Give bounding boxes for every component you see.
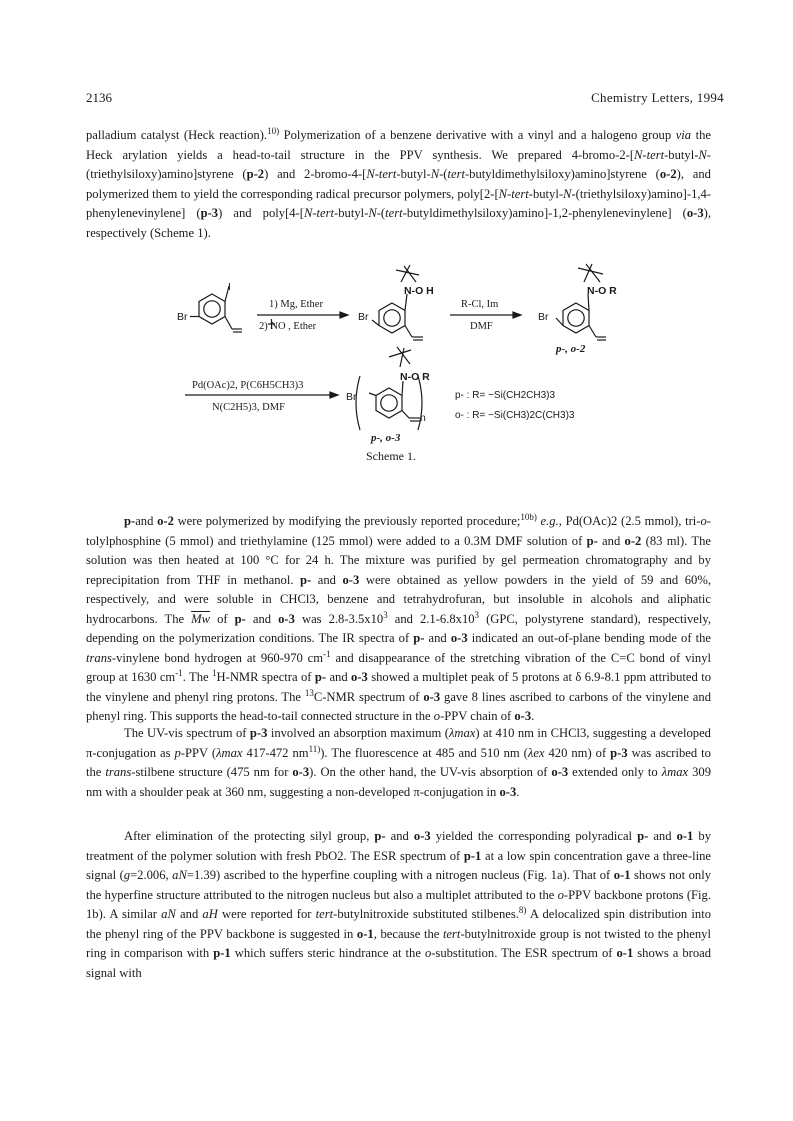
repeat-n-label: n xyxy=(420,412,426,424)
n-or-label-polymer: N-O R xyxy=(400,371,430,383)
iodo-bromostyrene-structure xyxy=(190,286,242,332)
paragraph-2: p-and o-2 were polymerized by modifying the previously reported procedure;$^{10b)}$ e.g., Pd(OAc)2 (2.5 mmol), tri-o-tolylphosphine (5 mmol) and triethylamine (125 mmol) were added to a 0.3M DMF solution of p- and o-2 (83 ml). The solution was then heated at 100 °C for 24 h. The mixture was purified by gel permeation chromatography and by reprecipitation from THF in methanol. p- and o-3 were obtained as yellow powders in the yield of 59 and 60%, respectively, and were soluble in CHCl3, benzene and tetrahydrofuran, but insoluble in alcohols and aliphatic hydrocarbons. The $\overline{Mw}$ of p- and o-3 was $2.8-3.5x10^3$ and $2.1-6.8x10^3$ (GPC, polystyrene standard), respectively, depending on the polymerization conditions. The IR spectra of p- and o-3 indicated an out-of-plane bending mode of the trans-vinylene bond hydrogen at 960-970 $cm^{-1}$ and disappearance of the stretching vibration of the C=C bond of vinyl group at 1630 $cm^{-1}$. The $^1$H-NMR spectra of p- and o-3 showed a multiplet peak of 5 protons at δ 6.9-8.1 ppm attributed to the vinylene and phenyl ring protons. The $^{13}$C-NMR spectrum of o-3 gave 8 lines ascribed to carbons of the vinylene and phenyl ring. This supports the head-to-tail connected structure in the o-PPV chain of o-3. xyxy=(86,511,712,723)
bromo-label-1: Br xyxy=(177,311,188,323)
scheme-labels xyxy=(177,281,617,463)
hydroxylamine-styrene-structure xyxy=(372,265,423,340)
polymer-repeat-unit-structure xyxy=(356,347,422,430)
r-group-ortho: o- : R= −Si(CH3)2C(CH3)3 xyxy=(455,410,575,421)
reference-marker: 10b) xyxy=(520,511,537,522)
step3-reagent-top: Pd(OAc)2, P(C6H5CH3)3 xyxy=(192,380,304,391)
bromo-label-3: Br xyxy=(538,311,549,323)
step3-reagent-bottom: N(C2H5)3, DMF xyxy=(212,402,285,413)
paragraph-1: palladium catalyst (Heck reaction).$^{10)}$ Polymerization of a benzene derivative with a vinyl and a halogeno group via the Heck arylation yields a head-to-tail structure in the PPV synthesis. We prepared 4-bromo-2-[N-tert-butyl-N-(triethylsiloxy)amino]styrene (p-2) and 2-bromo-4-[N-tert-butyl-N-(tert-butyldimethylsiloxy)amino]styrene (o-2), and polymerized them to yield the corresponding radical precursor polymers, poly[2-[N-tert-butyl-N-(triethylsiloxy)amino]-1,4-phenylenevinylene] (p-3) and poly[4-[N-tert-butyl-N-(tert-butyldimethylsiloxy)amino]-1,2-phenylenevinylene] (o-3), respectively (Scheme 1). xyxy=(86,125,712,240)
r-group-para: p- : R= −Si(CH2CH3)3 xyxy=(455,390,556,401)
reference-marker: 10) xyxy=(267,125,280,136)
compound-label-3: p-, o-3 xyxy=(371,432,401,444)
silyloxyamine-styrene-structure xyxy=(556,264,606,340)
step1-reagent-top: 1) Mg, Ether xyxy=(269,299,323,310)
n-or-label: N-O R xyxy=(587,285,617,297)
bromo-label-2: Br xyxy=(358,311,369,323)
step1-reagent-bottom: 2) NO , Ether xyxy=(259,321,317,332)
bromo-label-4: Br xyxy=(346,391,357,403)
compound-label-2: p-, o-2 xyxy=(556,343,586,355)
journal-name: Chemistry Letters, 1994 xyxy=(591,90,724,105)
reference-marker: 11) xyxy=(308,743,321,754)
step2-reagent-top: R-Cl, Im xyxy=(461,299,499,310)
paragraph-3: The UV-vis spectrum of p-3 involved an absorption maximum (λmax) at 410 nm in CHCl3, suggesting a developed π-conjugation as p-PPV (λmax 417-472 $nm^{11)}$). The fluorescence at 485 and 510 nm (λex 420 nm) of p-3 was ascribed to the trans-stilbene structure (475 nm for o-3). On the other hand, the UV-vis absorption of o-3 extended only to λmax 309 nm with a shoulder peak at 360 nm, suggesting a non-developed π-conjugation in o-3. xyxy=(86,726,711,799)
step2-reagent-bottom: DMF xyxy=(470,321,493,332)
iodo-label: I xyxy=(228,281,231,293)
reference-marker: 8) xyxy=(518,904,527,915)
paragraph-4: After elimination of the protecting silyl group, p- and o-3 yielded the corresponding polyradical p- and o-1 by treatment of the polymer solution with fresh PbO2. The ESR spectrum of p-1 at a low spin concentration gave a three-line signal (g=2.006, aN=1.39) ascribed to the hyperfine coupling with a nitrogen nucleus (Fig. 1a). That of o-1 shows not only the hyperfine structure attributed to the nitrogen nucleus but also a multiplet attributed to the o-PPV backbone protons (Fig. 1b). A similar aN and aH were reported for tert-butylnitroxide substituted stilbenes.$^{8)}$ A delocalized spin distribution into the phenyl ring of the PPV backbone is suggested in o-1, because the tert-butylnitroxide group is not twisted to the phenyl ring in comparison with p-1 which suffers steric hindrance at the o-substitution. The ESR spectrum of o-1 shows a broad signal with xyxy=(86,829,711,980)
page-number: 2136 xyxy=(86,90,112,105)
scheme-caption: Scheme 1. xyxy=(366,449,416,463)
n-oh-label: N-O H xyxy=(404,285,434,297)
